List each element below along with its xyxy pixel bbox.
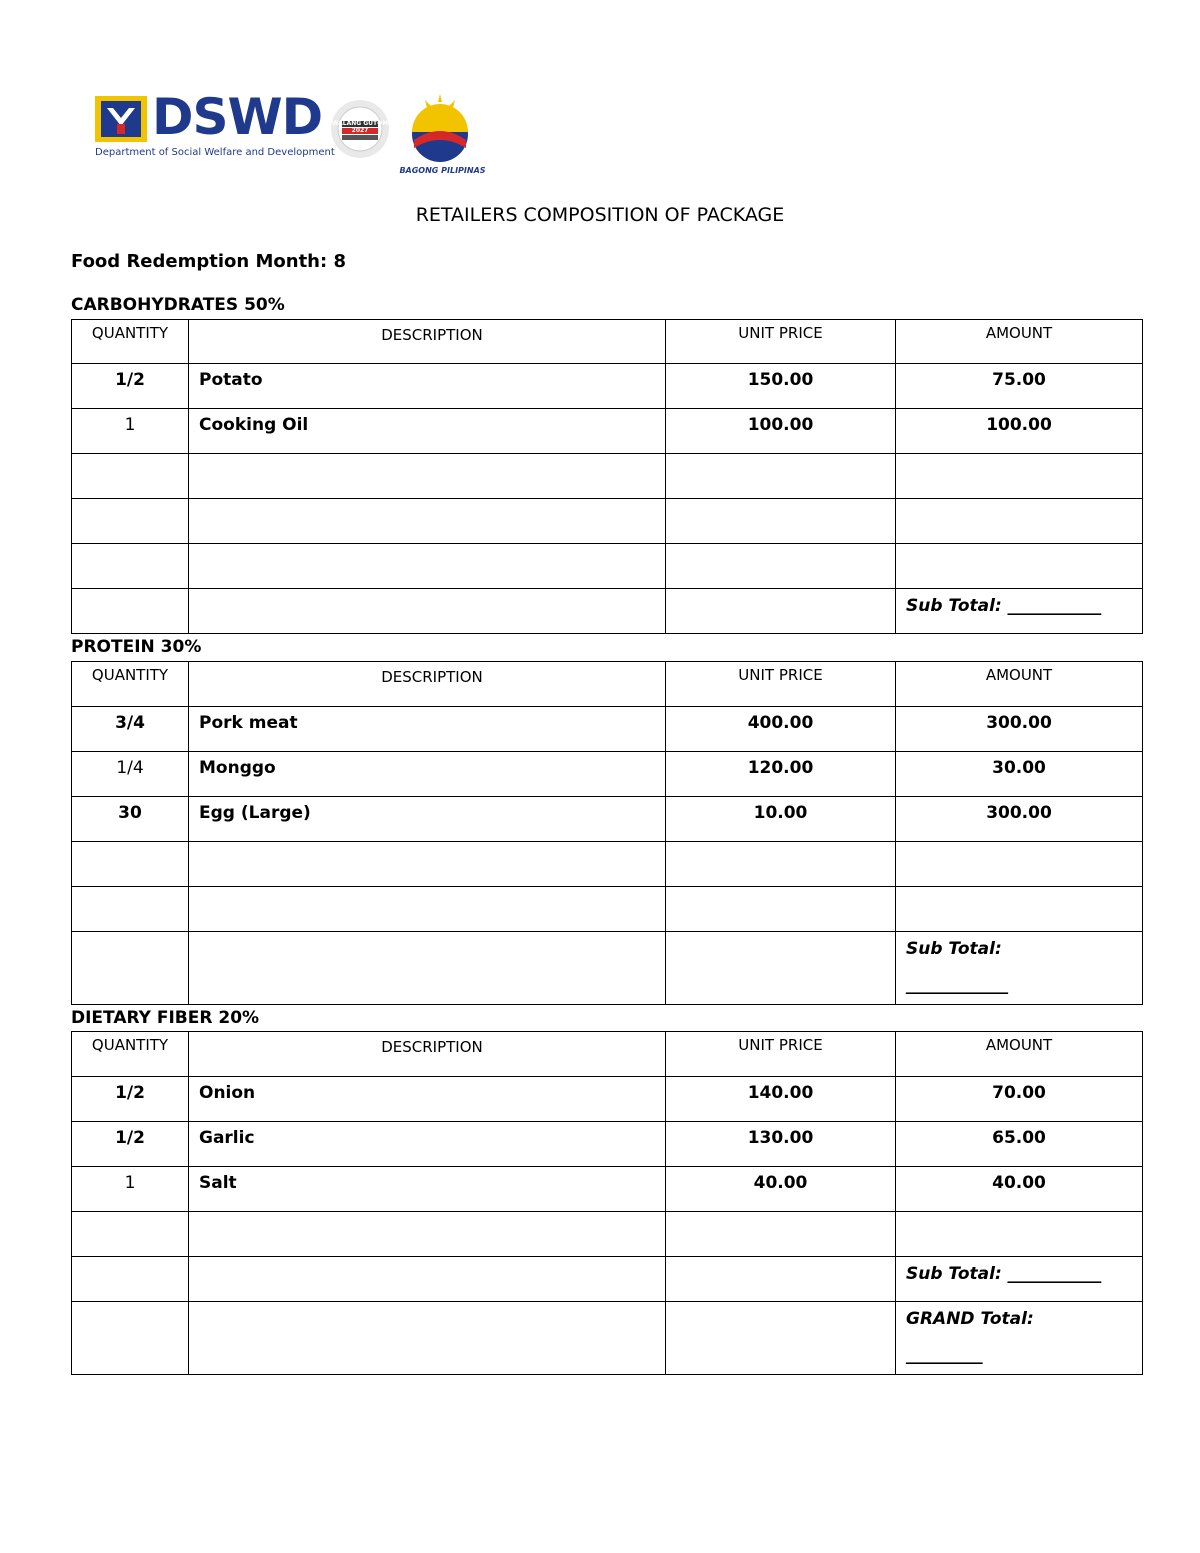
col-header-unit-price: UNIT PRICE [666, 320, 896, 364]
subtotal-row [72, 932, 1143, 1005]
cell-amount: 300.00 [896, 707, 1143, 752]
table-header-row [72, 1032, 1143, 1077]
dswd-logo-icon [95, 96, 147, 142]
grand-total-cell [896, 1302, 1143, 1375]
table-row [72, 409, 1143, 454]
cell-unit-price: 120.00 [666, 752, 896, 797]
cell-amount: 300.00 [896, 797, 1143, 842]
table-row [72, 797, 1143, 842]
grand-total-row [72, 1302, 1143, 1375]
col-header-description: DESCRIPTION [189, 662, 666, 707]
cell-description: Cooking Oil [189, 409, 666, 454]
header-logos [95, 88, 495, 182]
document-title: RETAILERS COMPOSITION OF PACKAGE [415, 204, 785, 226]
subtotal-row [72, 589, 1143, 634]
col-header-description: DESCRIPTION [189, 1032, 666, 1077]
cell-quantity: 3/4 [72, 707, 189, 752]
cell-quantity: 1/4 [72, 752, 189, 797]
empty-row [72, 499, 1143, 544]
col-header-quantity: QUANTITY [72, 320, 189, 364]
section-label-protein: PROTEIN 30% [71, 637, 202, 657]
dietary-fiber-table [71, 1031, 1143, 1375]
cell-amount: 70.00 [896, 1077, 1143, 1122]
col-header-amount: AMOUNT [896, 320, 1143, 364]
col-header-quantity: QUANTITY [72, 662, 189, 707]
empty-row [72, 1212, 1143, 1257]
cell-description: Monggo [189, 752, 666, 797]
cell-quantity: 1 [72, 409, 189, 454]
section-label-carbohydrates: CARBOHYDRATES 50% [71, 295, 285, 315]
table-row [72, 1122, 1143, 1167]
empty-row [72, 544, 1143, 589]
table-header-row [72, 320, 1143, 364]
col-header-description: DESCRIPTION [189, 320, 666, 364]
empty-row [72, 887, 1143, 932]
cell-unit-price: 140.00 [666, 1077, 896, 1122]
cell-description: Pork meat [189, 707, 666, 752]
cell-amount: 40.00 [896, 1167, 1143, 1212]
subtotal-cell: Sub Total: ___________ [896, 589, 1143, 634]
table-header-row [72, 662, 1143, 707]
cell-unit-price: 400.00 [666, 707, 896, 752]
cell-unit-price: 10.00 [666, 797, 896, 842]
campaign2-text: BAGONG PILIPINAS [399, 166, 486, 175]
cell-amount: 30.00 [896, 752, 1143, 797]
cell-description: Salt [189, 1167, 666, 1212]
cell-description: Egg (Large) [189, 797, 666, 842]
cell-quantity: 1/2 [72, 364, 189, 409]
col-header-quantity: QUANTITY [72, 1032, 189, 1077]
subtotal-row [72, 1257, 1143, 1302]
subtotal-cell: Sub Total: ___________ [896, 1257, 1143, 1302]
carbohydrates-table [71, 319, 1143, 634]
col-header-unit-price: UNIT PRICE [666, 662, 896, 707]
subtotal-label: Sub Total: [906, 939, 1002, 959]
table-row [72, 364, 1143, 409]
cell-unit-price: 150.00 [666, 364, 896, 409]
cell-unit-price: 100.00 [666, 409, 896, 454]
org-name: DSWD [152, 88, 323, 146]
col-header-amount: AMOUNT [896, 662, 1143, 707]
cell-amount: 100.00 [896, 409, 1143, 454]
section-label-dietary-fiber: DIETARY FIBER 20% [71, 1008, 260, 1028]
table-row [72, 1167, 1143, 1212]
cell-quantity: 1 [72, 1167, 189, 1212]
col-header-unit-price: UNIT PRICE [666, 1032, 896, 1077]
cell-quantity: 30 [72, 797, 189, 842]
grand-total-blank: _________ [906, 1345, 983, 1365]
redemption-month: Food Redemption Month: 8 [71, 251, 346, 272]
subtotal-cell [896, 932, 1143, 1005]
col-header-amount: AMOUNT [896, 1032, 1143, 1077]
cell-unit-price: 130.00 [666, 1122, 896, 1167]
cell-amount: 75.00 [896, 364, 1143, 409]
org-subtitle: Department of Social Welfare and Development [95, 147, 335, 158]
subtotal-blank: ____________ [906, 975, 1008, 995]
cell-quantity: 1/2 [72, 1077, 189, 1122]
grand-total-label: GRAND Total: [906, 1309, 1034, 1329]
campaign-seal-text: WALANG GUTOM 2027 [331, 120, 389, 134]
cell-description: Onion [189, 1077, 666, 1122]
cell-description: Garlic [189, 1122, 666, 1167]
bagong-pilipinas-seal-icon [395, 92, 485, 166]
protein-table [71, 661, 1143, 1005]
empty-row [72, 454, 1143, 499]
cell-quantity: 1/2 [72, 1122, 189, 1167]
table-row [72, 707, 1143, 752]
table-row [72, 752, 1143, 797]
empty-row [72, 842, 1143, 887]
cell-description: Potato [189, 364, 666, 409]
cell-amount: 65.00 [896, 1122, 1143, 1167]
table-row [72, 1077, 1143, 1122]
cell-unit-price: 40.00 [666, 1167, 896, 1212]
